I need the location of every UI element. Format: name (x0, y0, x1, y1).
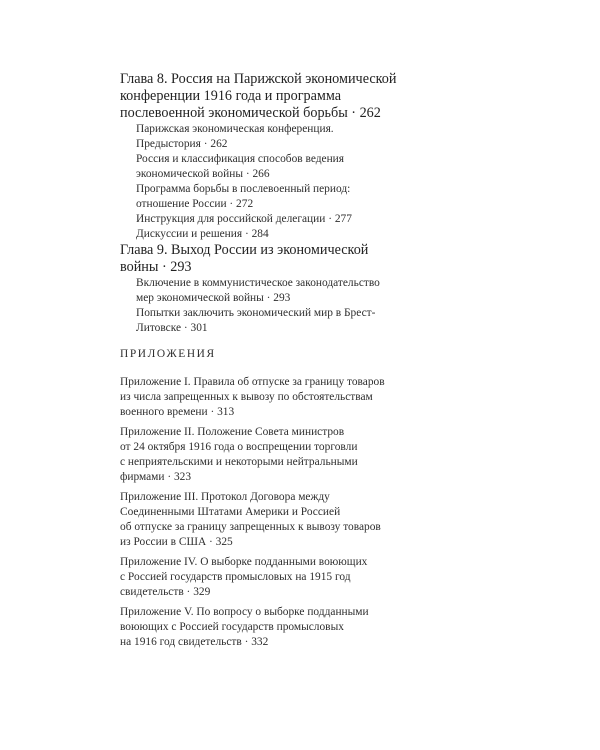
toc-subentry-line: Парижская экономическая конференция. (136, 123, 334, 135)
appendix-line: Приложение V. По вопросу о выборке подданными (120, 606, 369, 618)
appendix-line: на 1916 год свидетельств · 332 (120, 636, 269, 648)
appendix-line: фирмами · 323 (120, 471, 192, 483)
toc-subentry-line: Инструкция для российской делегации · 277 (136, 213, 352, 225)
toc-subentry-line: Попытки заключить экономический мир в Брест- (136, 307, 376, 319)
appendix-line: с неприятельскими и некоторыми нейтральными (120, 456, 358, 468)
chapter-title-line: Глава 9. Выход России из экономической (120, 242, 369, 258)
appendix-line: из России в США · 325 (120, 536, 233, 548)
appendix-line: из числа запрещенных к вывозу по обстоятельствам (120, 391, 373, 403)
chapter-title-line: послевоенной экономической борьбы · 262 (120, 105, 381, 121)
appendix-line: свидетельств · 329 (120, 586, 211, 598)
appendix-line: Приложение I. Правила об отпуске за границу товаров (120, 376, 385, 388)
appendix-line: воюющих с Россией государств промысловых (120, 621, 344, 633)
toc-subentry-line: Включение в коммунистическое законодательство (136, 277, 380, 289)
appendix-line: военного времени · 313 (120, 406, 235, 418)
toc-subentry-line: Предыстория · 262 (136, 138, 228, 150)
appendix-line: Приложение IV. О выборке подданными воюющих (120, 556, 368, 568)
appendices-heading: ПРИЛОЖЕНИЯ (120, 348, 216, 360)
chapter-title-line: Глава 8. Россия на Парижской экономической (120, 71, 397, 87)
appendix-line: с Россией государств промысловых на 1915 год (120, 571, 351, 583)
appendix-line: Соединенными Штатами Америки и Россией (120, 506, 341, 518)
appendix-line: об отпуске за границу запрещенных к вывозу товаров (120, 521, 381, 533)
toc-subentry-line: Россия и классификация способов ведения (136, 153, 345, 165)
toc-subentry-line: экономической войны · 266 (136, 168, 270, 180)
appendix-line: от 24 октября 1916 года о воспрещении торговли (120, 441, 358, 453)
appendix-line: Приложение III. Протокол Договора между (120, 491, 330, 503)
toc-subentry-line: Дискуссии и решения · 284 (136, 228, 269, 240)
toc-subentry-line: отношение России · 272 (136, 198, 254, 210)
toc-subentry-line: мер экономической войны · 293 (136, 292, 291, 304)
chapter-title-line: войны · 293 (120, 259, 192, 275)
chapter-title-line: конференции 1916 года и программа (120, 88, 342, 104)
appendix-line: Приложение II. Положение Совета министров (120, 426, 345, 438)
toc-subentry-line: Программа борьбы в послевоенный период: (136, 183, 351, 195)
toc-subentry-line: Литовске · 301 (136, 322, 208, 334)
